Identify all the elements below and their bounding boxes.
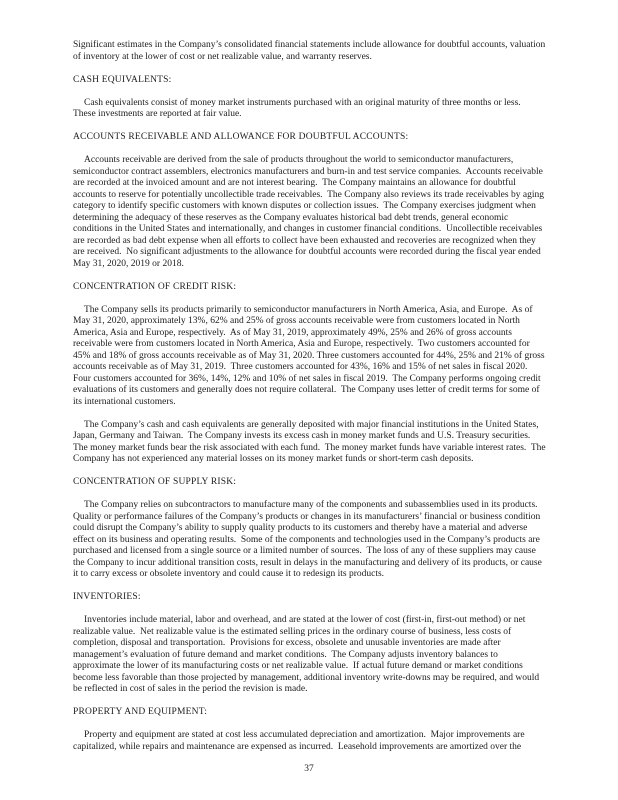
heading-accounts-receivable: ACCOUNTS RECEIVABLE AND ALLOWANCE FOR DOUBTFUL ACCOUNTS: xyxy=(73,132,409,142)
paragraph-property-equipment: Property and equipment are stated at cost less accumulated depreciation and amortization. Major improvements are capitalized, while repairs and maintenance are expensed as incurred. Leasehold improvements are amortized over the xyxy=(73,730,527,752)
heading-property-equipment: PROPERTY AND EQUIPMENT: xyxy=(73,707,208,717)
heading-concentration-credit-risk: CONCENTRATION OF CREDIT RISK: xyxy=(73,281,237,292)
paragraph-inventories: Inventories include material, labor and overhead, and are stated at the lower of cost (first-in, first-out method) or net realizable value. Net realizable value is the estimated selling prices in the ordinary course of business, less costs of completion, disposal and transportation. Provisions for excess, obsolete and unusable inventories are made after management’s evaluation of future demand and market conditions. The Company adjusts inventory balances to approximate the lower of its manufacturing costs or net realizable value. If actual future demand or market conditions become less favorable than those projected by management, additional inventory write-downs may be required, and would be reflected in cost of sales in the period the revision is made. xyxy=(73,615,542,694)
heading-inventories: INVENTORIES: xyxy=(73,592,141,602)
paragraph-significant-estimates: Significant estimates in the Company’s consolidated financial statements include allowance for doubtful accounts, valuation of inventory at the lower of cost or net realizable value, and warranty reserves. xyxy=(73,40,548,62)
heading-cash-equivalents: CASH EQUIVALENTS: xyxy=(73,74,172,85)
paragraph-cash-equivalents: Cash equivalents consist of money market instruments purchased with an original maturity of three months or less. These investments are reported at fair value. xyxy=(73,97,526,119)
paragraph-supply-risk: The Company relies on subcontractors to manufacture many of the components and subassemblies used in its products. Quality or performance failures of the Company’s products or changes in its manufacturers’ financial or business condition could disrupt the Company’s ability to supply quality products to its customers and thereby have a material and adverse effect on its business and operating results. Some of the components and technologies used in the Company’s products are purchased and licensed from a single source or a limited number of sources. The loss of any of these suppliers may cause the Company to incur additional transition costs, result in delays in the manufacturing and delivery of its products, or cause it to carry excess or obsolete inventory and could cause it to redesign its products. xyxy=(73,500,545,579)
page-number: 37 xyxy=(304,764,314,774)
page-content xyxy=(73,40,549,765)
paragraph-accounts-receivable: Accounts receivable are derived from the sale of products throughout the world to semiconductor manufacturers, semiconductor contract assemblers, electronics manufacturers and burn-in and test service companies. Accounts receivable are recorded at the invoiced amount and are not interest bearing. The Company maintains an allowance for doubtful accounts to reserve for potentially uncollectible trade receivables. The Company also reviews its trade receivables by aging category to identify specific customers with known disputes or collection issues. The Company exercises judgment when determining the adequacy of these reserves as the Company evaluates historical bad debt trends, general economic conditions in the United States and internationally, and changes in customer financial conditions. Uncollectible receivables are recorded as bad debt expense when all efforts to collect have been exhausted and recoveries are recognized when they are received. No significant adjustments to the allowance for doubtful accounts were recorded during the fiscal year ended May 31, 2020, 2019 or 2018. xyxy=(73,155,547,269)
paragraph-cash-deposits: The Company’s cash and cash equivalents are generally deposited with major financial institutions in the United States, Japan, Germany and Taiwan. The Company invests its excess cash in money market funds and U.S. Treasury securities. The money market funds bear the risk associated with each fund. The money market funds have variable interest rates. The Company has not experienced any material losses on its money market funds or short-term cash deposits. xyxy=(73,419,549,464)
paragraph-credit-risk: The Company sells its products primarily to semiconductor manufacturers in North America, Asia, and Europe. As of May 31, 2020, approximately 13%, 62% and 25% of gross accounts receivable were from customers located in North America, Asia and Europe, respectively. As of May 31, 2019, approximately 49%, 25% and 26% of gross accounts receivable were from customers located in North America, Asia and Europe, respectively. Two customers accounted for 45% and 18% of gross accounts receivable as of May 31, 2020. Three customers accounted for 44%, 25% and 21% of gross accounts receivable as of May 31, 2019. Three customers accounted for 43%, 16% and 15% of net sales in fiscal 2020. Four customers accounted for 36%, 14%, 12% and 10% of net sales in fiscal 2019. The Company performs ongoing credit evaluations of its customers and generally does not require collateral. The Company uses letter of credit terms for some of its international customers. xyxy=(73,304,547,407)
heading-concentration-supply-risk: CONCENTRATION OF SUPPLY RISK: xyxy=(73,477,237,487)
